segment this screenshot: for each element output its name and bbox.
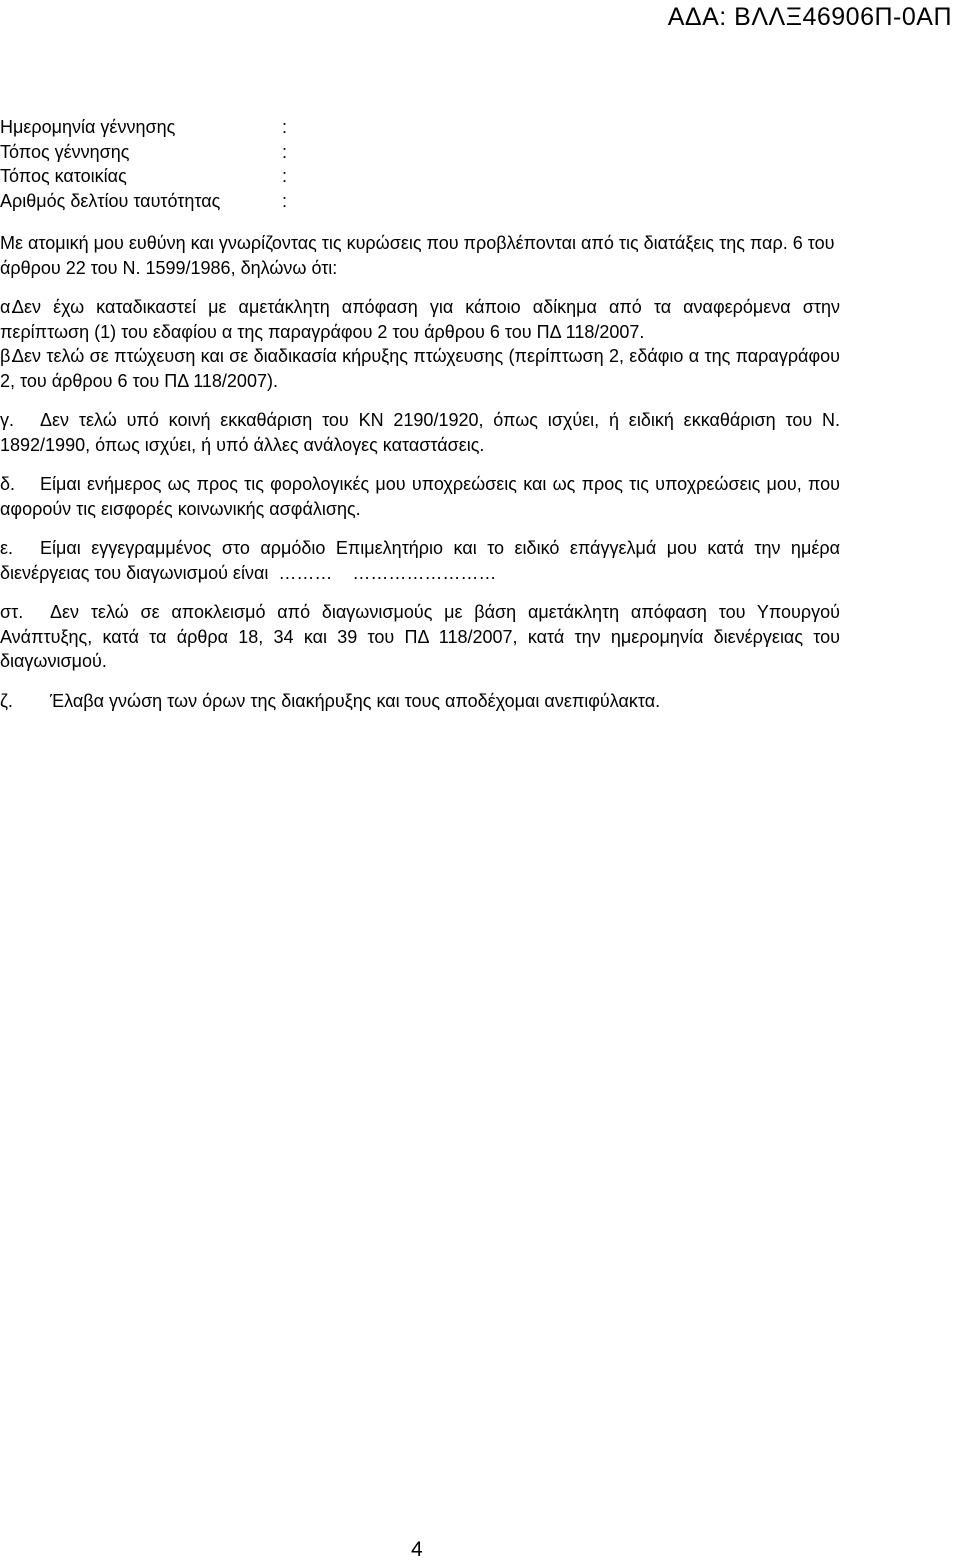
declaration-item-b	[0, 344, 840, 393]
declaration-item-c	[0, 408, 840, 457]
field-separator: :	[282, 166, 288, 186]
field-id-number	[0, 189, 840, 214]
item-text: Είμαι εγγεγραμμένος στο αρμόδιο Επιμελητήριο και το ειδικό επάγγελμά μου κατά την ημέρα διενέργειας του διαγωνισμού είναι	[0, 538, 840, 583]
field-label: Ημερομηνία γέννησης	[0, 117, 176, 137]
item-marker: δ.	[0, 474, 16, 494]
declaration-item-e	[0, 536, 840, 585]
document-body	[0, 115, 840, 713]
item-text: Δεν τελώ υπό κοινή εκκαθάριση του ΚΝ 2190/1920, όπως ισχύει, ή ειδική εκκαθάριση του Ν. 1892/1990, όπως ισχύει, ή υπό άλλες ανάλογες καταστάσεις.	[0, 410, 840, 455]
declaration-item-g	[0, 689, 840, 714]
blank-fill-line: ……… ……………………	[268, 562, 497, 583]
declaration-item-d	[0, 472, 840, 521]
item-text: Δεν τελώ σε πτώχευση και σε διαδικασία κήρυξης πτώχευσης (περίπτωση 2, εδάφιο α της παραγράφου 2, του άρθρου 6 του ΠΔ 118/2007).	[0, 346, 840, 391]
field-separator: :	[282, 190, 288, 211]
field-label: Τόπος γέννησης	[0, 141, 130, 162]
item-marker: γ.	[0, 410, 15, 430]
field-separator: :	[282, 141, 288, 162]
declaration-intro: Με ατομική μου ευθύνη και γνωρίζοντας τις κυρώσεις που προβλέπονται από τις διατάξεις της παρ. 6 του άρθρου 22 του Ν. 1599/1986, δηλώνω ότι:	[0, 233, 835, 278]
item-marker: ε.	[0, 538, 14, 558]
personal-details-fields	[0, 115, 840, 213]
field-label: Τόπος κατοικίας	[0, 166, 127, 186]
ada-code: ΑΔΑ: ΒΛΛΞ46906Π-0ΑΠ	[667, 3, 952, 31]
field-separator: :	[282, 117, 288, 137]
item-text: Είμαι ενήμερος ως προς τις φορολογικές μου υποχρεώσεις και ως προς τις υποχρεώσεις μου, που αφορούν τις εισφορές κοινωνικής ασφάλισης.	[0, 474, 840, 519]
item-marker: ζ.	[0, 690, 13, 711]
item-marker: στ.	[0, 602, 24, 622]
field-label: Αριθμός δελτίου ταυτότητας	[0, 190, 221, 211]
item-text: Δεν έχω καταδικαστεί με αμετάκλητη απόφαση για κάποιο αδίκημα από τα αναφερόμενα στην περίπτωση (1) του εδαφίου α της παραγράφου 2 του άρθρου 6 του ΠΔ 118/2007.	[0, 297, 840, 342]
item-text: Έλαβα γνώση των όρων της διακήρυξης και τους αποδέχομαι ανεπιφύλακτα.	[50, 690, 661, 711]
declaration-item-f	[0, 600, 840, 674]
field-birth-date	[0, 115, 840, 140]
item-marker: β.	[0, 346, 16, 366]
field-residence	[0, 164, 840, 189]
item-text: Δεν τελώ σε αποκλεισμό από διαγωνισμούς με βάση αμετάκλητη απόφαση του Υπουργού Ανάπτυξης, κατά τα άρθρα 18, 34 και 39 του ΠΔ 118/2007, κατά την ημερομηνία διενέργειας του διαγωνισμού.	[0, 602, 840, 671]
page-number: 4	[411, 1538, 423, 1561]
item-marker: α.	[0, 297, 16, 317]
declaration-item-a	[0, 295, 840, 344]
field-birth-place	[0, 140, 840, 165]
